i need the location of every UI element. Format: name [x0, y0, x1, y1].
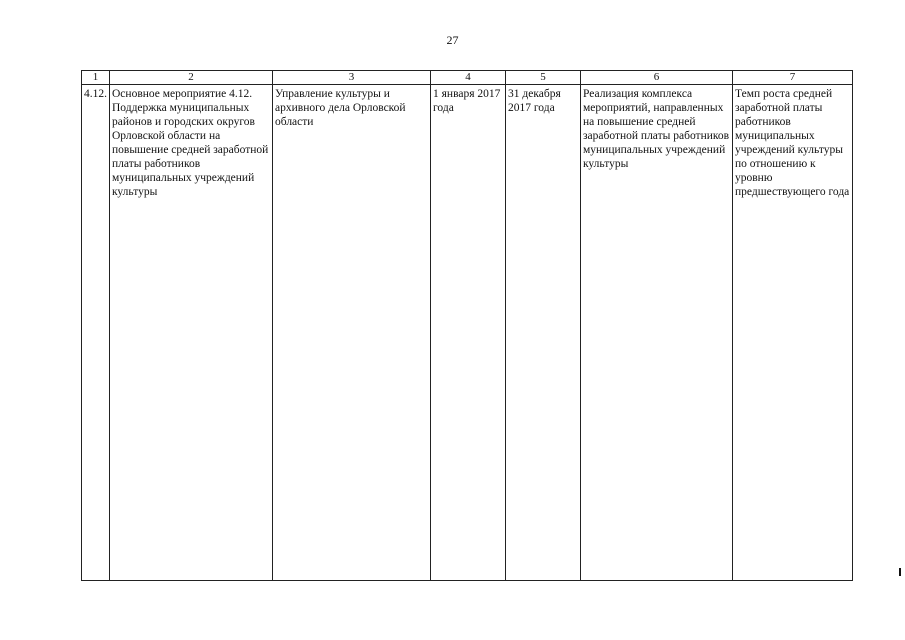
- column-header: 4: [431, 71, 506, 85]
- activity-name-cell: Основное мероприятие 4.12. Поддержка муниципальных районов и городских округов Орловской области на повышение средней заработной платы работников муниципальных учреждений культуры: [110, 85, 273, 581]
- column-header: 3: [273, 71, 431, 85]
- column-header: 1: [82, 71, 110, 85]
- column-header: 2: [110, 71, 273, 85]
- expected-result-cell: Реализация комплекса мероприятий, направленных на повышение средней заработной платы работников муниципальных учреждений культуры: [581, 85, 733, 581]
- table-row: [82, 85, 853, 581]
- column-number-row: [82, 71, 853, 85]
- start-date-cell: 1 января 2017 года: [431, 85, 506, 581]
- end-date-cell: 31 декабря 2017 года: [506, 85, 581, 581]
- column-header: 6: [581, 71, 733, 85]
- page-number: 27: [446, 33, 459, 47]
- margin-mark: [899, 568, 901, 576]
- indicator-cell: Темп роста средней заработной платы работников муниципальных учреждений культуры по отношению к уровню предшествующего года: [733, 85, 853, 581]
- row-number-cell: 4.12.: [82, 85, 110, 581]
- activities-table: [81, 70, 853, 581]
- column-header: 5: [506, 71, 581, 85]
- column-header: 7: [733, 71, 853, 85]
- executor-cell: Управление культуры и архивного дела Орловской области: [273, 85, 431, 581]
